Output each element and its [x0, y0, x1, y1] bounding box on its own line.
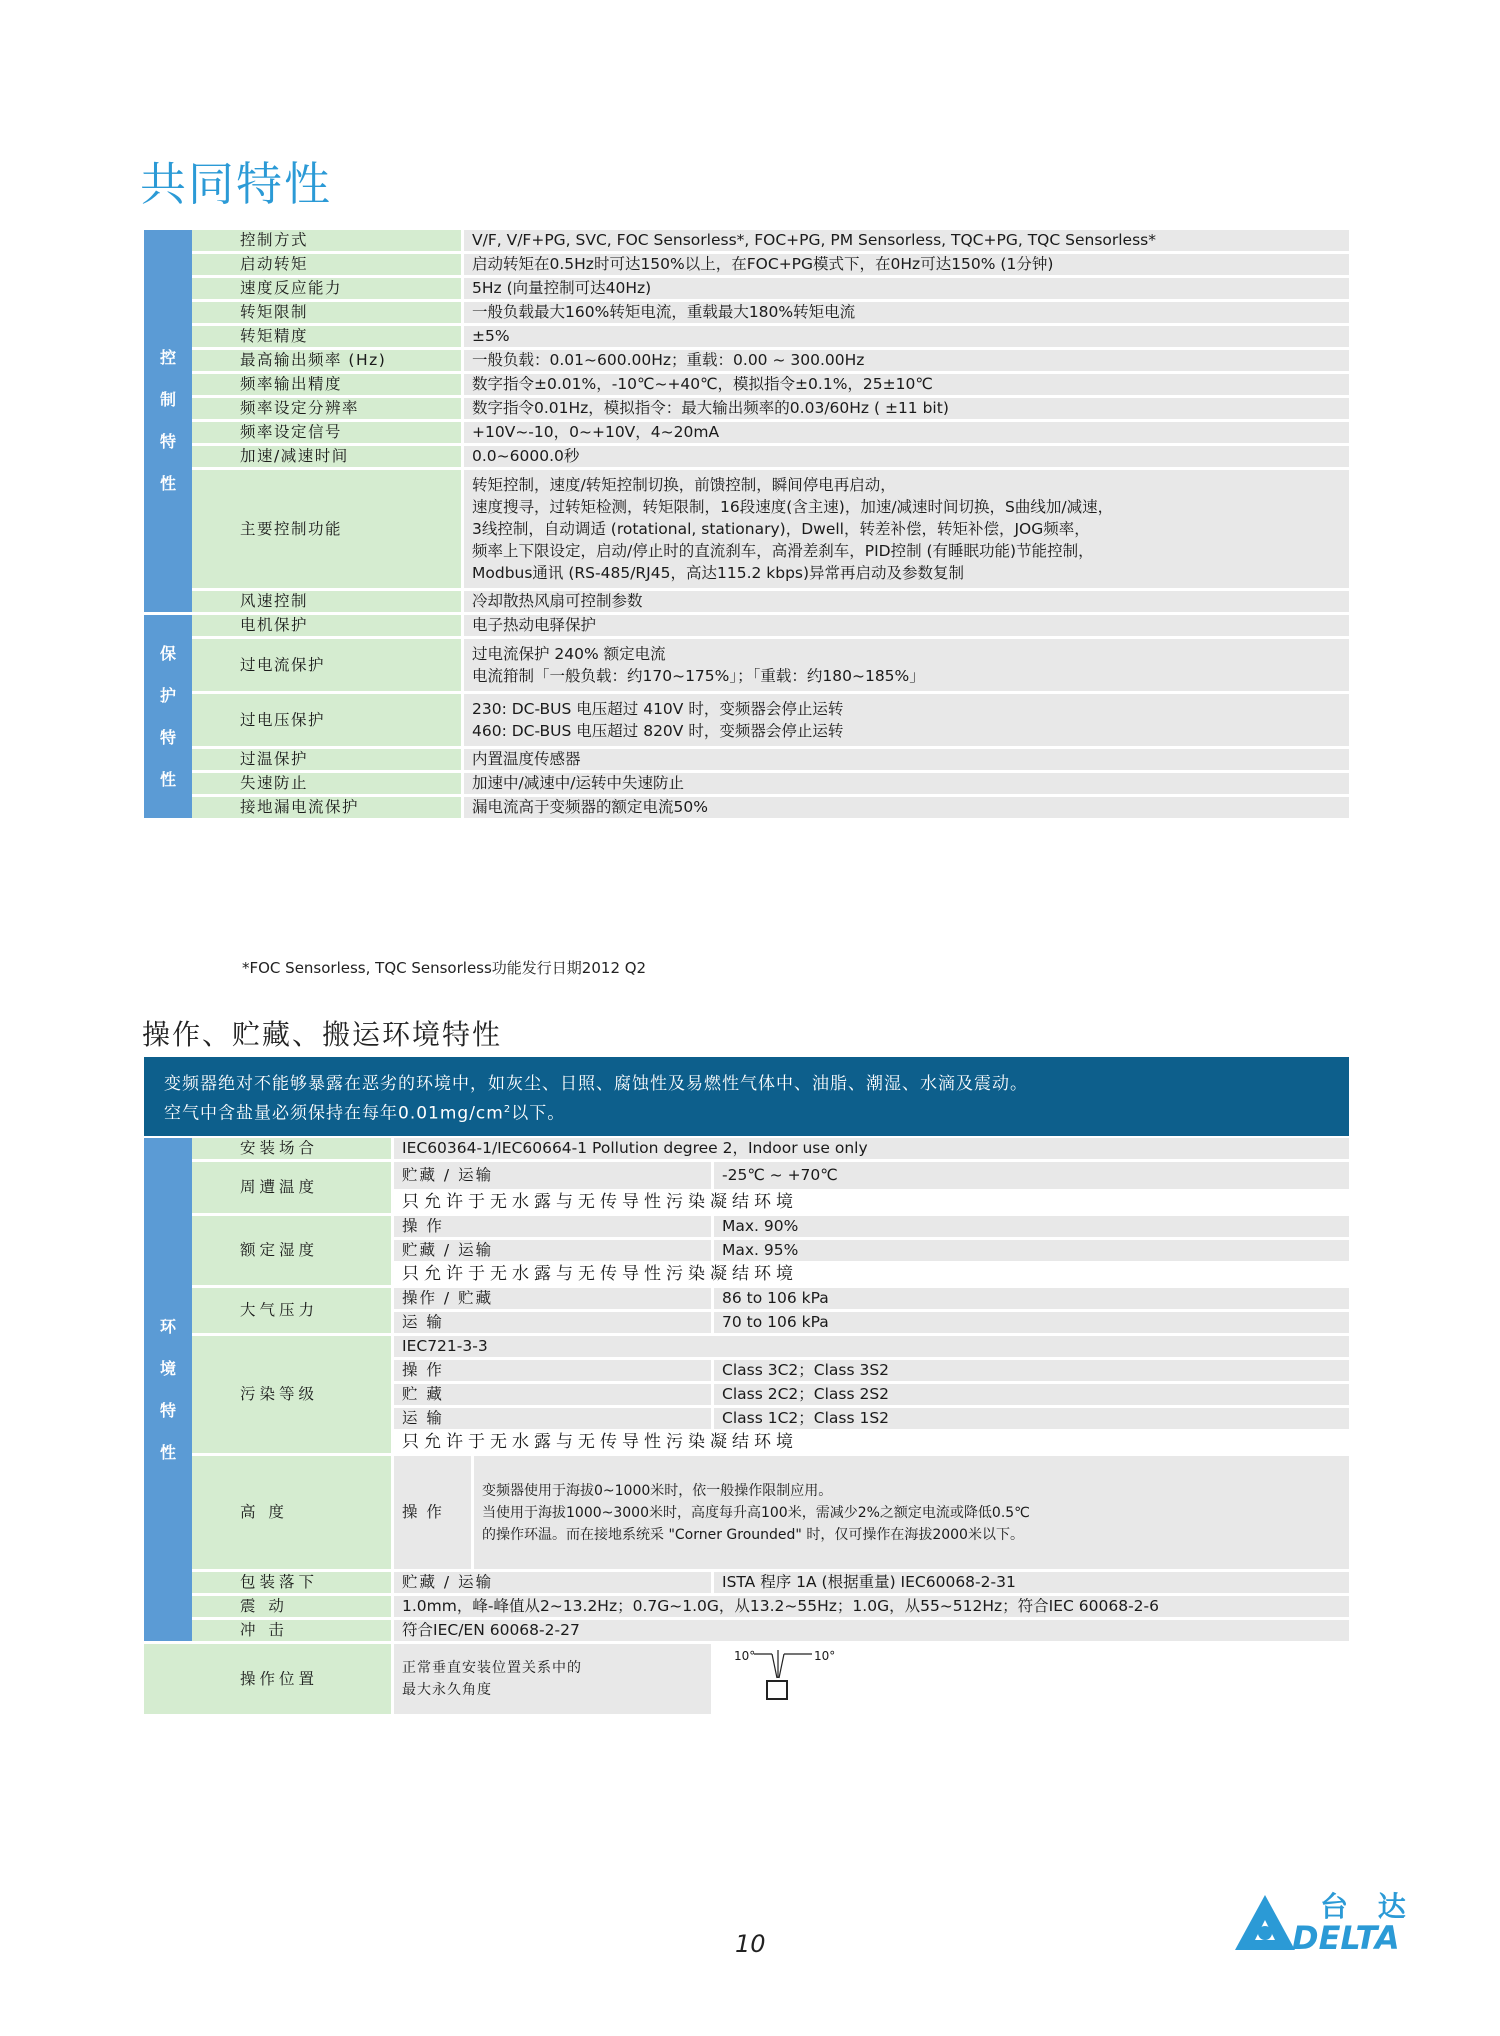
- angle-diagram: [714, 1644, 1349, 1714]
- spec-label: 过电流保护: [192, 639, 464, 691]
- footnote: *FOC Sensorless, TQC Sensorless功能发行日期2012 Q2: [242, 959, 647, 977]
- pollution-std: IEC721-3-3: [394, 1336, 1349, 1357]
- position-value: 正常垂直安装位置关系中的 最大永久角度: [394, 1644, 714, 1714]
- spec-label: 过温保护: [192, 749, 464, 770]
- humid-store: 贮藏 / 运输: [394, 1240, 714, 1261]
- spec-value: 加速中/减速中/运转中失速防止: [464, 773, 1349, 794]
- spec-label: 启动转矩: [192, 254, 464, 275]
- spec-value: 转矩控制，速度/转矩控制切换，前馈控制，瞬间停电再启动， 速度搜寻，过转矩检测，转矩限制，16段速度(含主速)，加速/减速时间切换，S曲线加/减速， 3线控制，自动调适 (rotational, stationary)，Dwell，转差补偿，转矩补偿，JOG频率， 频率上下限设定，启动/停止时的直流刹车，高滑差刹车，PID控制 (有睡眠功能)节能控制， Modbus通讯 (RS-485/RJ45，高达115.2 kbps)异常再启动及参数复制: [464, 470, 1349, 588]
- altitude-label: 高 度: [192, 1456, 394, 1569]
- spec-label: 控制方式: [192, 230, 464, 251]
- no-condense-note: 只允许于无水露与无传导性污染凝结环境: [394, 1264, 1349, 1285]
- env-group-label: 环 境 特 性: [144, 1138, 192, 1641]
- humid-op-value: Max. 90%: [714, 1216, 1349, 1237]
- temp-value: -25℃ ~ +70℃: [714, 1162, 1349, 1189]
- package-sub: 贮藏 / 运输: [394, 1572, 714, 1593]
- banner-line-2: 空气中含盐量必须保持在每年$0.01mg/cm^2$以下。: [164, 1103, 566, 1124]
- spec-value: 漏电流高于变频器的额定电流50%: [464, 797, 1349, 818]
- spec-label: 风速控制: [192, 591, 464, 612]
- logo-en: DELTA: [1292, 1919, 1400, 1957]
- inverter-box-icon: [766, 1680, 788, 1700]
- common-spec-table: [144, 227, 1349, 821]
- install-label: 安装场合: [192, 1138, 394, 1159]
- spec-label: 过电压保护: [192, 694, 464, 746]
- spec-value: 一般负载：0.01~600.00Hz；重载：0.00 ~ 300.00Hz: [464, 350, 1349, 371]
- no-condense-note: 只允许于无水露与无传导性污染凝结环境: [394, 1192, 1349, 1213]
- humid-store-value: Max. 95%: [714, 1240, 1349, 1261]
- pollution-store: 贮 藏: [394, 1384, 714, 1405]
- spec-label: 转矩精度: [192, 326, 464, 347]
- package-value: ISTA 程序 1A (根据重量) IEC60068-2-31: [714, 1572, 1349, 1593]
- spec-label: 频率设定分辨率: [192, 398, 464, 419]
- spec-value: 数字指令±0.01%，-10℃~+40℃，模拟指令±0.1%，25±10℃: [464, 374, 1349, 395]
- shock-value: 符合IEC/EN 60068-2-27: [394, 1620, 1349, 1641]
- delta-logo: [1230, 1885, 1420, 1955]
- humid-label: 额定湿度: [192, 1216, 394, 1285]
- pollution-trans-value: Class 1C2；Class 1S2: [714, 1408, 1349, 1429]
- page-number: 10: [735, 1930, 766, 1958]
- altitude-sub: 操 作: [394, 1456, 474, 1569]
- spec-value: ±5%: [464, 326, 1349, 347]
- package-label: 包装落下: [192, 1572, 394, 1593]
- spec-value: 230: DC-BUS 电压超过 410V 时，变频器会停止运转 460: DC-BUS 电压超过 820V 时，变频器会停止运转: [464, 694, 1349, 746]
- spec-value: 0.0~6000.0秒: [464, 446, 1349, 467]
- spec-value: 数字指令0.01Hz，模拟指令：最大输出频率的0.03/60Hz ( ±11 bit): [464, 398, 1349, 419]
- humid-op: 操 作: [394, 1216, 714, 1237]
- spec-value: 过电流保护 240% 额定电流 电流箝制「一般负载：约170~175%」；「重载：约180~185%」: [464, 639, 1349, 691]
- temp-label: 周遭温度: [192, 1162, 394, 1213]
- pollution-store-value: Class 2C2；Class 2S2: [714, 1384, 1349, 1405]
- spec-value: 电子热动电驿保护: [464, 615, 1349, 636]
- pressure-op-value: 86 to 106 kPa: [714, 1288, 1349, 1309]
- spec-label: 电机保护: [192, 615, 464, 636]
- section-title-environment: 操作、贮藏、搬运环境特性: [142, 1018, 503, 1051]
- pressure-op: 操作 / 贮藏: [394, 1288, 714, 1309]
- spec-label: 失速防止: [192, 773, 464, 794]
- spec-value: 内置温度传感器: [464, 749, 1349, 770]
- vibration-label: 震 动: [192, 1596, 394, 1617]
- shock-label: 冲 击: [192, 1620, 394, 1641]
- banner-line-1: 变频器绝对不能够暴露在恶劣的环境中，如灰尘、日照、腐蚀性及易燃性气体中、油脂、潮湿、水滴及震动。: [164, 1074, 1028, 1094]
- position-label: 操作位置: [192, 1644, 394, 1714]
- section-title-common: 共同特性: [140, 157, 332, 211]
- vibration-value: 1.0mm，峰-峰值从2~13.2Hz；0.7G~1.0G，从13.2~55Hz；1.0G，从55~512Hz；符合IEC 60068-2-6: [394, 1596, 1349, 1617]
- spec-value: 启动转矩在0.5Hz时可达150%以上，在FOC+PG模式下，在0Hz可达150% (1分钟): [464, 254, 1349, 275]
- spec-label: 速度反应能力: [192, 278, 464, 299]
- environment-spec-table: [144, 1135, 1349, 1717]
- spec-value: 5Hz (向量控制可达40Hz): [464, 278, 1349, 299]
- spec-label: 转矩限制: [192, 302, 464, 323]
- warning-banner: [144, 1057, 1349, 1136]
- control-group-label: 控 制 特 性: [144, 230, 192, 612]
- spec-label: 主要控制功能: [192, 470, 464, 588]
- pollution-trans: 运 输: [394, 1408, 714, 1429]
- spec-label: 接地漏电流保护: [192, 797, 464, 818]
- protection-group-label: 保 护 特 性: [144, 615, 192, 818]
- spec-value: +10V~-10，0~+10V，4~20mA: [464, 422, 1349, 443]
- pollution-label: 污染等级: [192, 1336, 394, 1453]
- spec-label: 最高输出频率 (Hz): [192, 350, 464, 371]
- spec-value: V/F, V/F+PG, SVC, FOC Sensorless*, FOC+PG, PM Sensorless, TQC+PG, TQC Sensorless*: [464, 230, 1349, 251]
- pressure-trans: 运 输: [394, 1312, 714, 1333]
- altitude-value: 变频器使用于海拔0~1000米时，依一般操作限制应用。 当使用于海拔1000~3000米时，高度每升高100米，需减少2%之额定电流或降低0.5℃ 的操作环温。而在接地系统采 "Corner Grounded" 时，仅可操作在海拔2000米以下。: [474, 1456, 1349, 1569]
- spec-label: 加速/减速时间: [192, 446, 464, 467]
- temp-sub: 贮藏 / 运输: [394, 1162, 714, 1189]
- spec-label: 频率输出精度: [192, 374, 464, 395]
- logo-cn: 台 达: [1320, 1890, 1416, 1923]
- pollution-op-value: Class 3C2；Class 3S2: [714, 1360, 1349, 1381]
- angle-right-label: 10°: [814, 1649, 836, 1663]
- install-value: IEC60364-1/IEC60664-1 Pollution degree 2，Indoor use only: [394, 1138, 1349, 1159]
- spec-value: 冷却散热风扇可控制参数: [464, 591, 1349, 612]
- angle-arrows-icon: [722, 1644, 862, 1684]
- pollution-op: 操 作: [394, 1360, 714, 1381]
- spec-label: 频率设定信号: [192, 422, 464, 443]
- no-condense-note: 只允许于无水露与无传导性污染凝结环境: [394, 1432, 1349, 1453]
- angle-left-label: 10°: [734, 1649, 756, 1663]
- pressure-label: 大气压力: [192, 1288, 394, 1333]
- pressure-trans-value: 70 to 106 kPa: [714, 1312, 1349, 1333]
- spec-value: 一般负载最大160%转矩电流，重载最大180%转矩电流: [464, 302, 1349, 323]
